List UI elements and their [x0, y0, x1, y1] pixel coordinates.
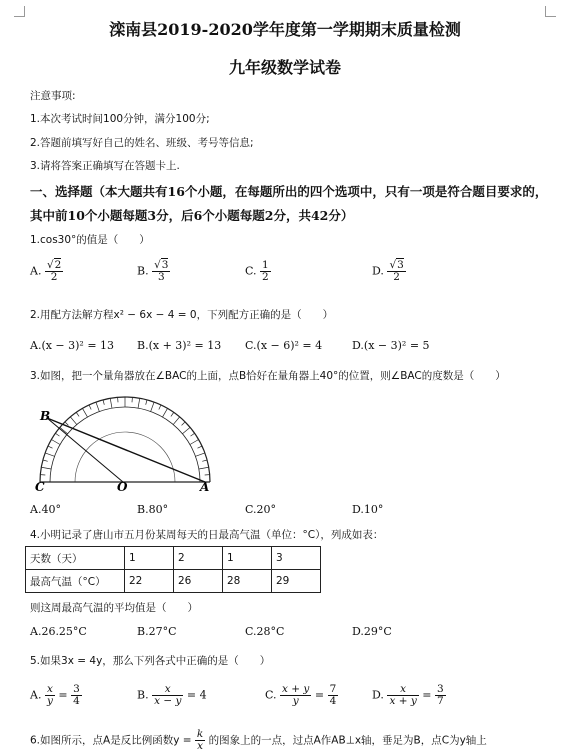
protractor-tick [45, 453, 54, 456]
segment-bo [47, 418, 123, 482]
protractor-tick [146, 400, 147, 405]
q5-option-d: D. $\frac{x}{x + y}$ = $\frac{3}{7}$ [372, 683, 444, 708]
protractor-tick [41, 467, 51, 469]
protractor-tick [60, 427, 68, 433]
note-item-3: 3.请将答案正确填写在答题卡上. [30, 160, 180, 172]
q1-option-b: B. $\frac{√3}{3}$ [137, 259, 169, 284]
ray-ab [47, 418, 205, 482]
protractor-tick [83, 408, 88, 417]
table-row [26, 547, 321, 570]
protractor-tick [202, 460, 207, 461]
exam-subtitle: 九年级数学试卷 [228, 58, 341, 77]
exam-title: 滦南县2019-2020学年度第一学期期末质量检测 [109, 20, 461, 39]
protractor-tick [110, 398, 112, 408]
page-corner-mark-right [545, 6, 556, 17]
protractor-tick [96, 402, 99, 411]
label-b: B [40, 409, 51, 423]
q5-option-a: A. $\frac{x}{y}$ = $\frac{3}{4}$ [30, 683, 80, 708]
note-item-2: 2.答题前填写好自己的姓名、班级、考号等信息; [30, 137, 254, 149]
protractor-tick [191, 433, 195, 436]
page-corner-mark-left [14, 6, 25, 17]
q1-option-d: D. $\frac{√3}{2}$ [372, 259, 404, 284]
protractor-arc [40, 397, 210, 482]
q5-option-c: C. $\frac{x + y}{y}$ = $\frac{7}{4}$ [265, 683, 337, 708]
protractor-tick [199, 467, 209, 469]
q1-option-c: C. $\frac{1}{2}$ [245, 259, 269, 284]
q2-option-c: C.(x − 6)² = 4 [245, 339, 323, 352]
q4-option-b: B.27°C [137, 625, 177, 638]
protractor-tick [76, 412, 79, 416]
table-cell: 1 [223, 547, 272, 570]
q2-option-b: B.(x + 3)² = 13 [137, 339, 222, 352]
protractor-tick [173, 417, 179, 425]
question-3-stem: 3.如图，把一个量角器放在∠BAC的上面，点B恰好在量角器上40°的位置，则∠BAC的度数是（ ） [30, 370, 506, 382]
table-cell: 2 [174, 547, 223, 570]
q4-option-c: C.28°C [245, 625, 285, 638]
protractor-tick [163, 408, 168, 417]
q3-option-a: A.40° [30, 503, 61, 516]
label-c: C [35, 480, 45, 492]
protractor-tick [198, 446, 203, 448]
q4-option-d: D.29°C [352, 625, 392, 638]
notes-heading: 注意事项: [30, 90, 76, 102]
protractor-tick [195, 453, 204, 456]
protractor-tick [151, 402, 154, 411]
table-cell: 3 [272, 547, 321, 570]
table-cell: 28 [223, 570, 272, 593]
table-cell: 29 [272, 570, 321, 593]
table-cell: 天数（天） [26, 547, 125, 570]
protractor-tick [55, 433, 59, 436]
question-5-stem: 5.如果3x = 4y，那么下列各式中正确的是（ ） [30, 655, 271, 667]
protractor-tick [89, 405, 91, 410]
question-4-after: 则这周最高气温的平均值是（ ） [30, 602, 198, 614]
q3-option-d: D.10° [352, 503, 384, 516]
protractor-tick [43, 460, 48, 461]
q3-option-c: C.20° [245, 503, 277, 516]
table-cell: 22 [125, 570, 174, 593]
temperature-table [25, 546, 321, 593]
question-6-stem: 6.如图所示，点A是反比例函数y = $\frac{k}{x}$ 的图象上的一点，过点A作AB⊥x轴，垂足为B，点C为y轴上 [30, 728, 487, 753]
q5-option-b: B. $\frac{x}{x - y}$ = 4 [137, 683, 207, 708]
protractor-tick [171, 412, 174, 416]
q2-option-a: A.(x − 3)² = 13 [30, 339, 115, 352]
question-1-stem: 1.cos30°的值是（ ） [30, 234, 150, 246]
table-cell: 26 [174, 570, 223, 593]
question-4-stem: 4.小明记录了唐山市五月份某周每天的日最高气温（单位：°C），列成如表： [30, 529, 384, 541]
q4-option-a: A.26.25°C [30, 625, 87, 638]
protractor-ticks [40, 397, 210, 482]
protractor-figure [35, 392, 215, 492]
protractor-tick [190, 440, 199, 445]
section-heading-line1: 一、选择题（本大题共有16个小题，在每题所出的四个选项中，只有一项是符合题目要求的， [30, 184, 548, 199]
protractor-tick [51, 440, 60, 445]
protractor-tick [70, 417, 76, 425]
protractor-tick [159, 405, 161, 410]
protractor-tick [182, 427, 190, 433]
q3-option-b: B.80° [137, 503, 169, 516]
protractor-tick [182, 422, 186, 426]
protractor-tick [103, 400, 104, 405]
q2-option-d: D.(x − 3)² = 5 [352, 339, 430, 352]
label-o: O [117, 480, 128, 492]
section-heading-line2: 其中前10个小题每题3分，后6个小题每题2分，共42分） [30, 208, 354, 223]
q1-option-a: A. $\frac{√2}{2}$ [30, 259, 62, 284]
protractor-tick [138, 398, 140, 408]
note-item-1: 1.本次考试时间100分钟，满分100分; [30, 113, 210, 125]
question-2-stem: 2.用配方法解方程x² − 6x − 4 = 0，下列配方正确的是（ ） [30, 309, 334, 321]
protractor-tick [48, 446, 53, 448]
table-cell: 最高气温（°C） [26, 570, 125, 593]
table-row [26, 570, 321, 593]
label-a: A [200, 480, 210, 492]
table-cell: 1 [125, 547, 174, 570]
